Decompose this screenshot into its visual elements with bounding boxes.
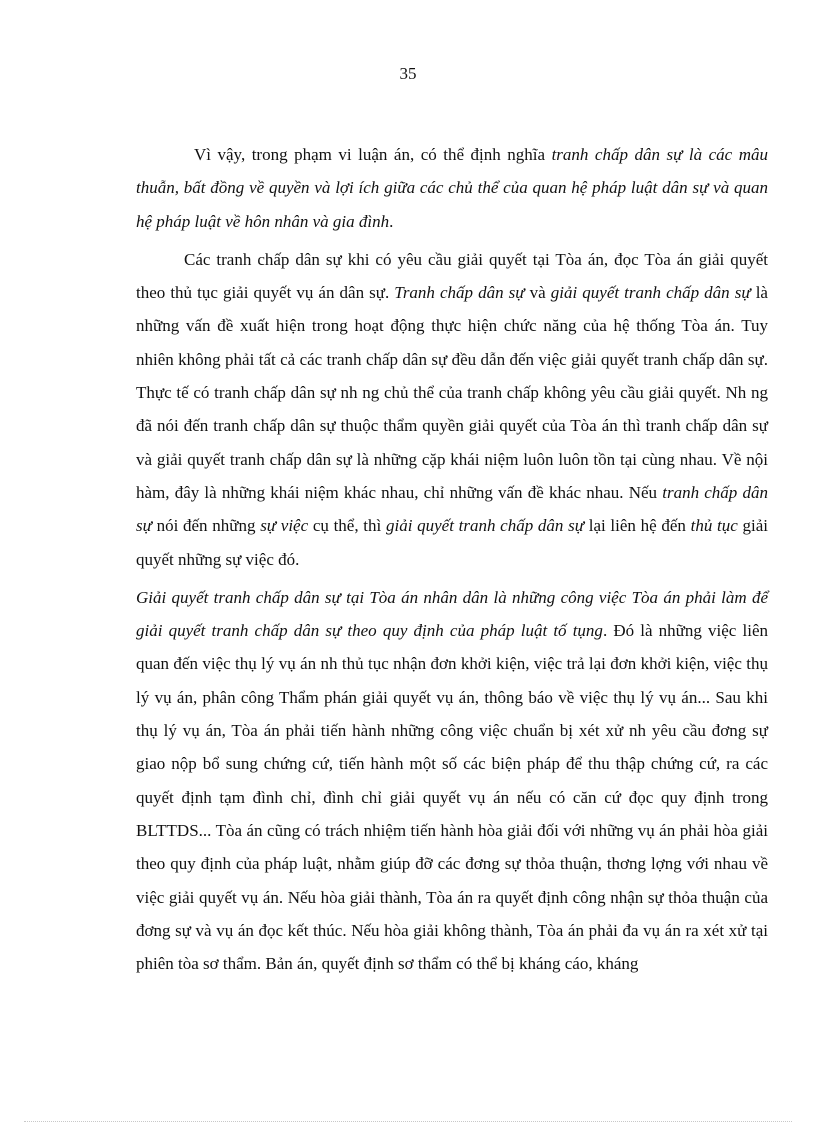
- paragraph-dispute-resolution: [136, 243, 768, 576]
- italic-text-run: giải quyết tranh chấp dân sự: [550, 283, 751, 303]
- text-run: Các tranh chấp dân sự khi có yêu cầu giải quyết tại Tòa án, đọc Tòa án giải quyết theo thủ tục giải quyết vụ án dân sự.: [136, 249, 768, 303]
- text-run: và: [524, 283, 551, 303]
- italic-text-run: Giải quyết tranh chấp dân sự tại Tòa án nhân dân là những công việc Tòa án phải làm để giải quyết tranh chấp dân sự theo quy định của pháp luật tố tụng: [136, 587, 768, 641]
- text-run: lại liên hệ đến: [584, 516, 691, 536]
- document-body: [136, 138, 768, 980]
- text-run: Vì vậy, trong phạm vi luận án, có thể định nghĩa: [194, 145, 552, 164]
- page-number: 35: [399, 64, 417, 83]
- text-run: .: [389, 211, 394, 231]
- italic-text-run: thủ tục: [690, 516, 738, 536]
- text-run: nói đến những: [151, 516, 261, 536]
- paragraph-definition: [136, 138, 768, 238]
- page-bottom-rule: [24, 1121, 792, 1122]
- text-run: . Đó là những việc liên quan đến việc thụ lý vụ án nh thủ tục nhận đơn khởi kiện, việc trả lại đơn khởi kiện, việc thụ lý vụ án, phân công Thẩm phán giải quyết vụ án, thông báo về việc thụ lý vụ án... Sau khi thụ lý vụ án, Tòa án phải tiến hành những công việc chuẩn bị xét xử nh yêu cầu đơng sự giao nộp bổ sung chứng cứ, tiến hành một số các biện pháp để thu thập chứng cứ, ra các quyết định tạm đình chỉ, đình chỉ giải quyết vụ án nếu có căn cứ đọc quy định trong BLTTDS... Tòa án cũng có trách nhiệm tiến hành hòa giải đối với những vụ án phải hòa giải theo quy định của pháp luật, nhằm giúp đỡ các đơng sự thỏa thuận, thơng lợng với nhau về việc giải quyết vụ án. Nếu hòa giải thành, Tòa án ra quyết định công nhận sự thỏa thuận của đơng sự và vụ án đọc kết thúc. Nếu hòa giải không thành, Tòa án phải đa vụ án ra xét xử tại phiên tòa sơ thẩm. Bản án, quyết định sơ thẩm có thể bị kháng cáo, kháng: [136, 621, 768, 974]
- text-run: giải quyết những sự việc đó.: [136, 516, 769, 569]
- italic-text-run: tranh chấp dân sự: [136, 482, 768, 536]
- text-run: là những vấn đề xuất hiện trong hoạt động thực hiện chức năng của hệ thống Tòa án. Tuy nhiên không phải tất cả các tranh chấp dân sự đều dẫn đến việc giải quyết tranh chấp dân sự. Thực tế có tranh chấp dân sự nh ng chủ thể của tranh chấp không yêu cầu giải quyết. Nh ng đã nói đến tranh chấp dân sự thuộc thẩm quyền giải quyết của Tòa án thì tranh chấp dân sự và giải quyết tranh chấp dân sự là những cặp khái niệm luôn luôn tồn tại cùng nhau. Về nội hàm, đây là những khái niệm khác nhau, chỉ những vấn đề khác nhau. Nếu: [136, 283, 768, 502]
- italic-text-run: giải quyết tranh chấp dân sự: [385, 516, 585, 536]
- text-run: cụ thể, thì: [308, 516, 386, 536]
- paragraph-court-procedure: [136, 581, 768, 981]
- italic-text-run: sự việc: [260, 516, 309, 536]
- italic-text-run: Tranh chấp dân sự: [394, 283, 525, 303]
- italic-text-run: tranh chấp dân sự là các mâu thuẫn, bất đồng về quyền và lợi ích giữa các chủ thể của quan hệ pháp luật dân sự và quan hệ pháp luật về hôn nhân và gia đình: [136, 145, 768, 231]
